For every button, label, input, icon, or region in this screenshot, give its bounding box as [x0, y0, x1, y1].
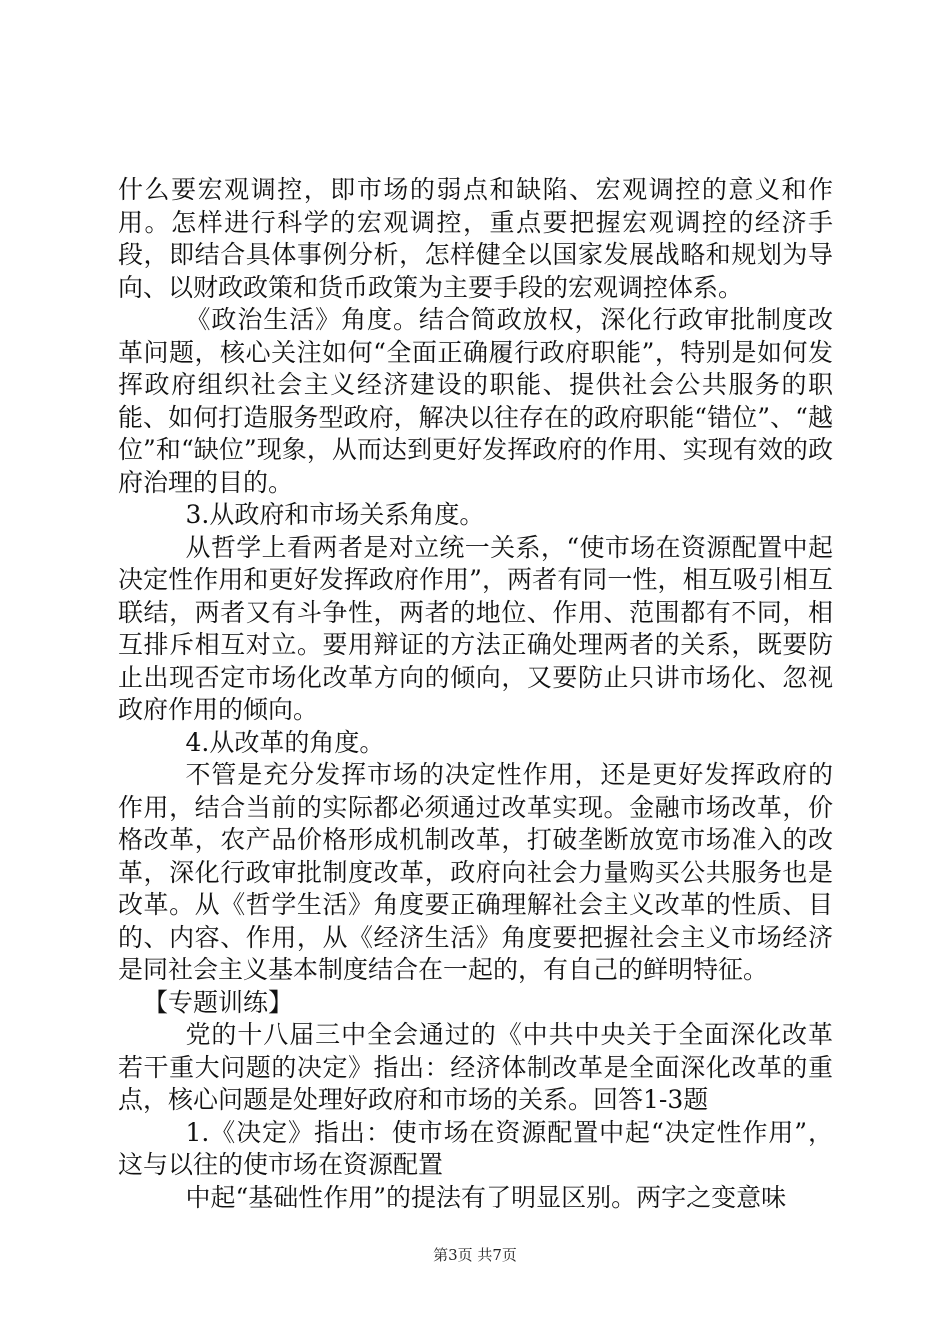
paragraph-philosophy: 从哲学上看两者是对立统一关系，“使市场在资源配置中起决定性作用和更好发挥政府作用”，两者有同一性，相互吸引相互联结，两者又有斗争性，两者的地位、作用、范围都有不同，相互排斥相互对立。要用辩证的方法正确处理两者的关系，既要防止出现否定市场化改革方向的倾向，又要防止只讲市场化、忽视政府作用的倾向。: [118, 532, 833, 724]
page-footer: 第3页 共7页: [433, 1246, 517, 1264]
paragraph-third-plenum: 党的十八届三中全会通过的《中共中央关于全面深化改革若干重大问题的决定》指出：经济体制改革是全面深化改革的重点，核心问题是处理好政府和市场的关系。回答1-3题: [118, 1020, 833, 1114]
paragraph-reform: 不管是充分发挥市场的决定性作用，还是更好发挥政府的作用，结合当前的实际都必须通过改革实现。金融市场改革，价格改革，农产品价格形成机制改革，打破垄断放宽市场准入的改革，深化行政审批制度改革，政府向社会力量购买公共服务也是改革。从《哲学生活》角度要正确理解社会主义改革的性质、目的、内容、作用，从《经济生活》角度要把握社会主义市场经济是同社会主义基本制度结合在一起的，有自己的鲜明特征。: [118, 760, 833, 984]
paragraph-question-1: 1.《决定》指出：使市场在资源配置中起“决定性作用”，这与以往的使市场在资源配置: [118, 1117, 833, 1179]
paragraph-question-1-cont: 中起“基础性作用”的提法有了明显区别。两字之变意味: [185, 1182, 787, 1212]
heading-special-training: 【专题训练】: [143, 987, 294, 1017]
heading-reform: 4.从改革的角度。: [185, 727, 385, 757]
document-body: [118, 174, 833, 1214]
heading-government-market: 3.从政府和市场关系角度。: [185, 500, 485, 529]
paragraph-macro-control: 什么要宏观调控，即市场的弱点和缺陷、宏观调控的意义和作用。怎样进行科学的宏观调控，重点要把握宏观调控的经济手段，即结合具体事例分析，怎样健全以国家发展战略和规划为导向、以财政政策和货币政策为主要手段的宏观调控体系。: [118, 175, 833, 302]
paragraph-political-life: 《政治生活》角度。结合简政放权，深化行政审批制度改革问题，核心关注如何“全面正确履行政府职能”，特别是如何发挥政府组织社会主义经济建设的职能、提供社会公共服务的职能、如何打造服务型政府，解决以往存在的政府职能“错位”、“越位”和“缺位”现象，从而达到更好发挥政府的作用、实现有效的政府治理的目的。: [118, 305, 833, 497]
